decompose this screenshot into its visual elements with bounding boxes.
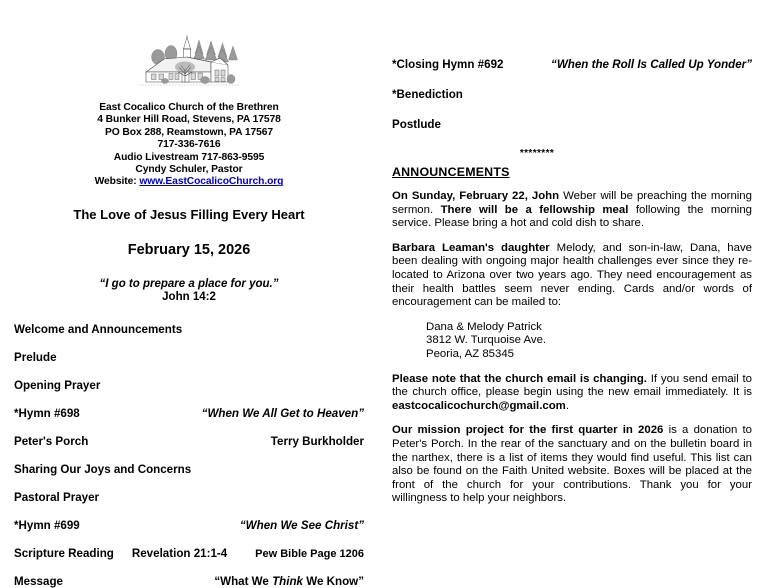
service-item-label: Opening Prayer <box>14 378 101 392</box>
service-item-label: Scripture Reading <box>14 546 114 560</box>
announcement-sunday-service <box>392 190 752 231</box>
service-item-scripture-reading <box>14 547 364 560</box>
announcement-text-a: If you send email to the church office, please begin using the new email immediately. It is <box>392 372 753 399</box>
announcement-email-address: eastcocalicochurch@gmail.com <box>392 399 566 412</box>
church-building-sketch-icon <box>135 26 243 92</box>
message-title-post: We Know” <box>303 574 364 588</box>
website-label: Website: <box>94 176 140 188</box>
pew-bible-page: Pew Bible Page 1206 <box>255 547 364 560</box>
service-item-detail: “When the Roll Is Called Up Yonder” <box>551 58 752 71</box>
mailing-address-line: 3812 W. Turquoise Ave. <box>426 334 547 347</box>
church-phone: 717-336-7616 <box>157 139 221 151</box>
message-title-emphasis: Think <box>272 574 304 588</box>
service-item-sharing-joys <box>14 463 364 476</box>
service-item-label: *Benediction <box>392 88 463 101</box>
service-item-closing-hymn <box>392 58 752 71</box>
service-item-label: Peter's Porch <box>14 434 89 448</box>
mailing-address-block <box>392 321 752 362</box>
website-line <box>14 176 364 188</box>
website-link[interactable]: www.EastCocalicoChurch.org <box>139 176 284 188</box>
service-item-peters-porch <box>14 435 364 448</box>
announcement-text-b: following the morning service. Please bring a hot and cold dish to share. <box>392 203 752 230</box>
announcement-bold-lead: On Sunday, February 22, John <box>392 190 560 202</box>
church-address-2: PO Box 288, Reamstown, PA 17567 <box>104 126 273 138</box>
service-item-detail: “When We All Get to Heaven” <box>201 406 364 420</box>
service-item-label: Prelude <box>14 350 57 364</box>
service-item-label: Pastoral Prayer <box>14 490 100 504</box>
service-item-pastoral-prayer <box>14 491 364 504</box>
message-title <box>214 575 364 588</box>
service-item-message <box>14 575 364 588</box>
announcement-mission-project <box>392 424 752 506</box>
service-item-opening-prayer <box>14 379 364 392</box>
announcements-heading: ANNOUNCEMENTS <box>392 165 510 179</box>
church-name: East Cocalico Church of the Brethren <box>99 102 279 113</box>
service-item-label: *Hymn #698 <box>14 406 80 420</box>
pastor-name: Cyndy Schuler, Pastor <box>135 164 243 176</box>
announcement-bold-lead: Our mission project for the first quarter in 2026 <box>392 424 664 437</box>
church-tagline: The Love of Jesus Filling Every Heart <box>73 206 305 222</box>
scripture-quote: “I go to prepare a place for you.” <box>99 277 279 290</box>
announcement-text-a: Weber will be preaching the morning sermon. <box>392 190 752 216</box>
service-item-detail: Terry Burkholder <box>270 434 364 448</box>
service-item-label: Sharing Our Joys and Concerns <box>14 462 192 476</box>
service-item-hymn-699 <box>14 519 364 532</box>
announcement-text-a: Melody, and son-in-law, Dana, have been dealing with ongoing major health challenges ever since they re-located to Arizona over two years ago. They need encouragement as their health battles seem never ending. Cards and/or words of encouragement can be mailed to: <box>392 241 753 309</box>
announcement-text-a: is a donation to Peter's Porch. In the rear of the sanctuary and on the bulletin board in the narthex, there is a list of items they would find useful. This list can also be found on the Faith United website. Boxes will be placed at the front of the church for your contributions. Thank you for your willingness to help your neighbors. <box>392 424 752 505</box>
message-title-pre: “What We <box>214 574 273 588</box>
service-item-label: Message <box>14 574 63 588</box>
service-item-label: *Closing Hymn #692 <box>392 58 504 71</box>
mailing-address-line: Peoria, AZ 85345 <box>426 347 515 360</box>
church-logo <box>14 26 364 97</box>
audio-livestream: Audio Livestream 717-863-9595 <box>113 151 265 163</box>
mailing-address-line: Dana & Melody Patrick <box>426 320 542 333</box>
scripture-reference: Revelation 21:1-4 <box>131 546 228 560</box>
announcement-bold-lead: Barbara Leaman's daughter <box>392 241 550 254</box>
section-divider: ******** <box>519 148 555 159</box>
service-item-label: Postlude <box>392 118 441 131</box>
service-item-label: Welcome and Announcements <box>14 322 183 336</box>
order-of-service-list <box>14 323 364 588</box>
announcement-text-b: . <box>565 399 569 412</box>
service-item-detail: “When We See Christ” <box>239 518 364 532</box>
announcement-leaman-family <box>392 242 752 310</box>
bulletin-date: February 15, 2026 <box>127 241 251 258</box>
service-item-benediction <box>392 88 752 101</box>
announcement-bold-lead: Please note that the church email is changing. <box>392 372 647 385</box>
service-item-welcome <box>14 323 364 336</box>
scripture-quote-reference: John 14:2 <box>162 290 216 303</box>
church-info-block <box>14 102 364 189</box>
service-item-prelude <box>14 351 364 364</box>
service-item-hymn-698 <box>14 407 364 420</box>
service-item-postlude <box>392 118 752 131</box>
right-column <box>382 0 764 537</box>
church-address-1: 4 Bunker Hill Road, Stevens, PA 17578 <box>97 114 281 126</box>
announcement-bold-mid: There will be a fellowship meal <box>440 203 629 216</box>
service-item-label: *Hymn #699 <box>14 518 80 532</box>
announcement-email-change <box>392 373 752 414</box>
